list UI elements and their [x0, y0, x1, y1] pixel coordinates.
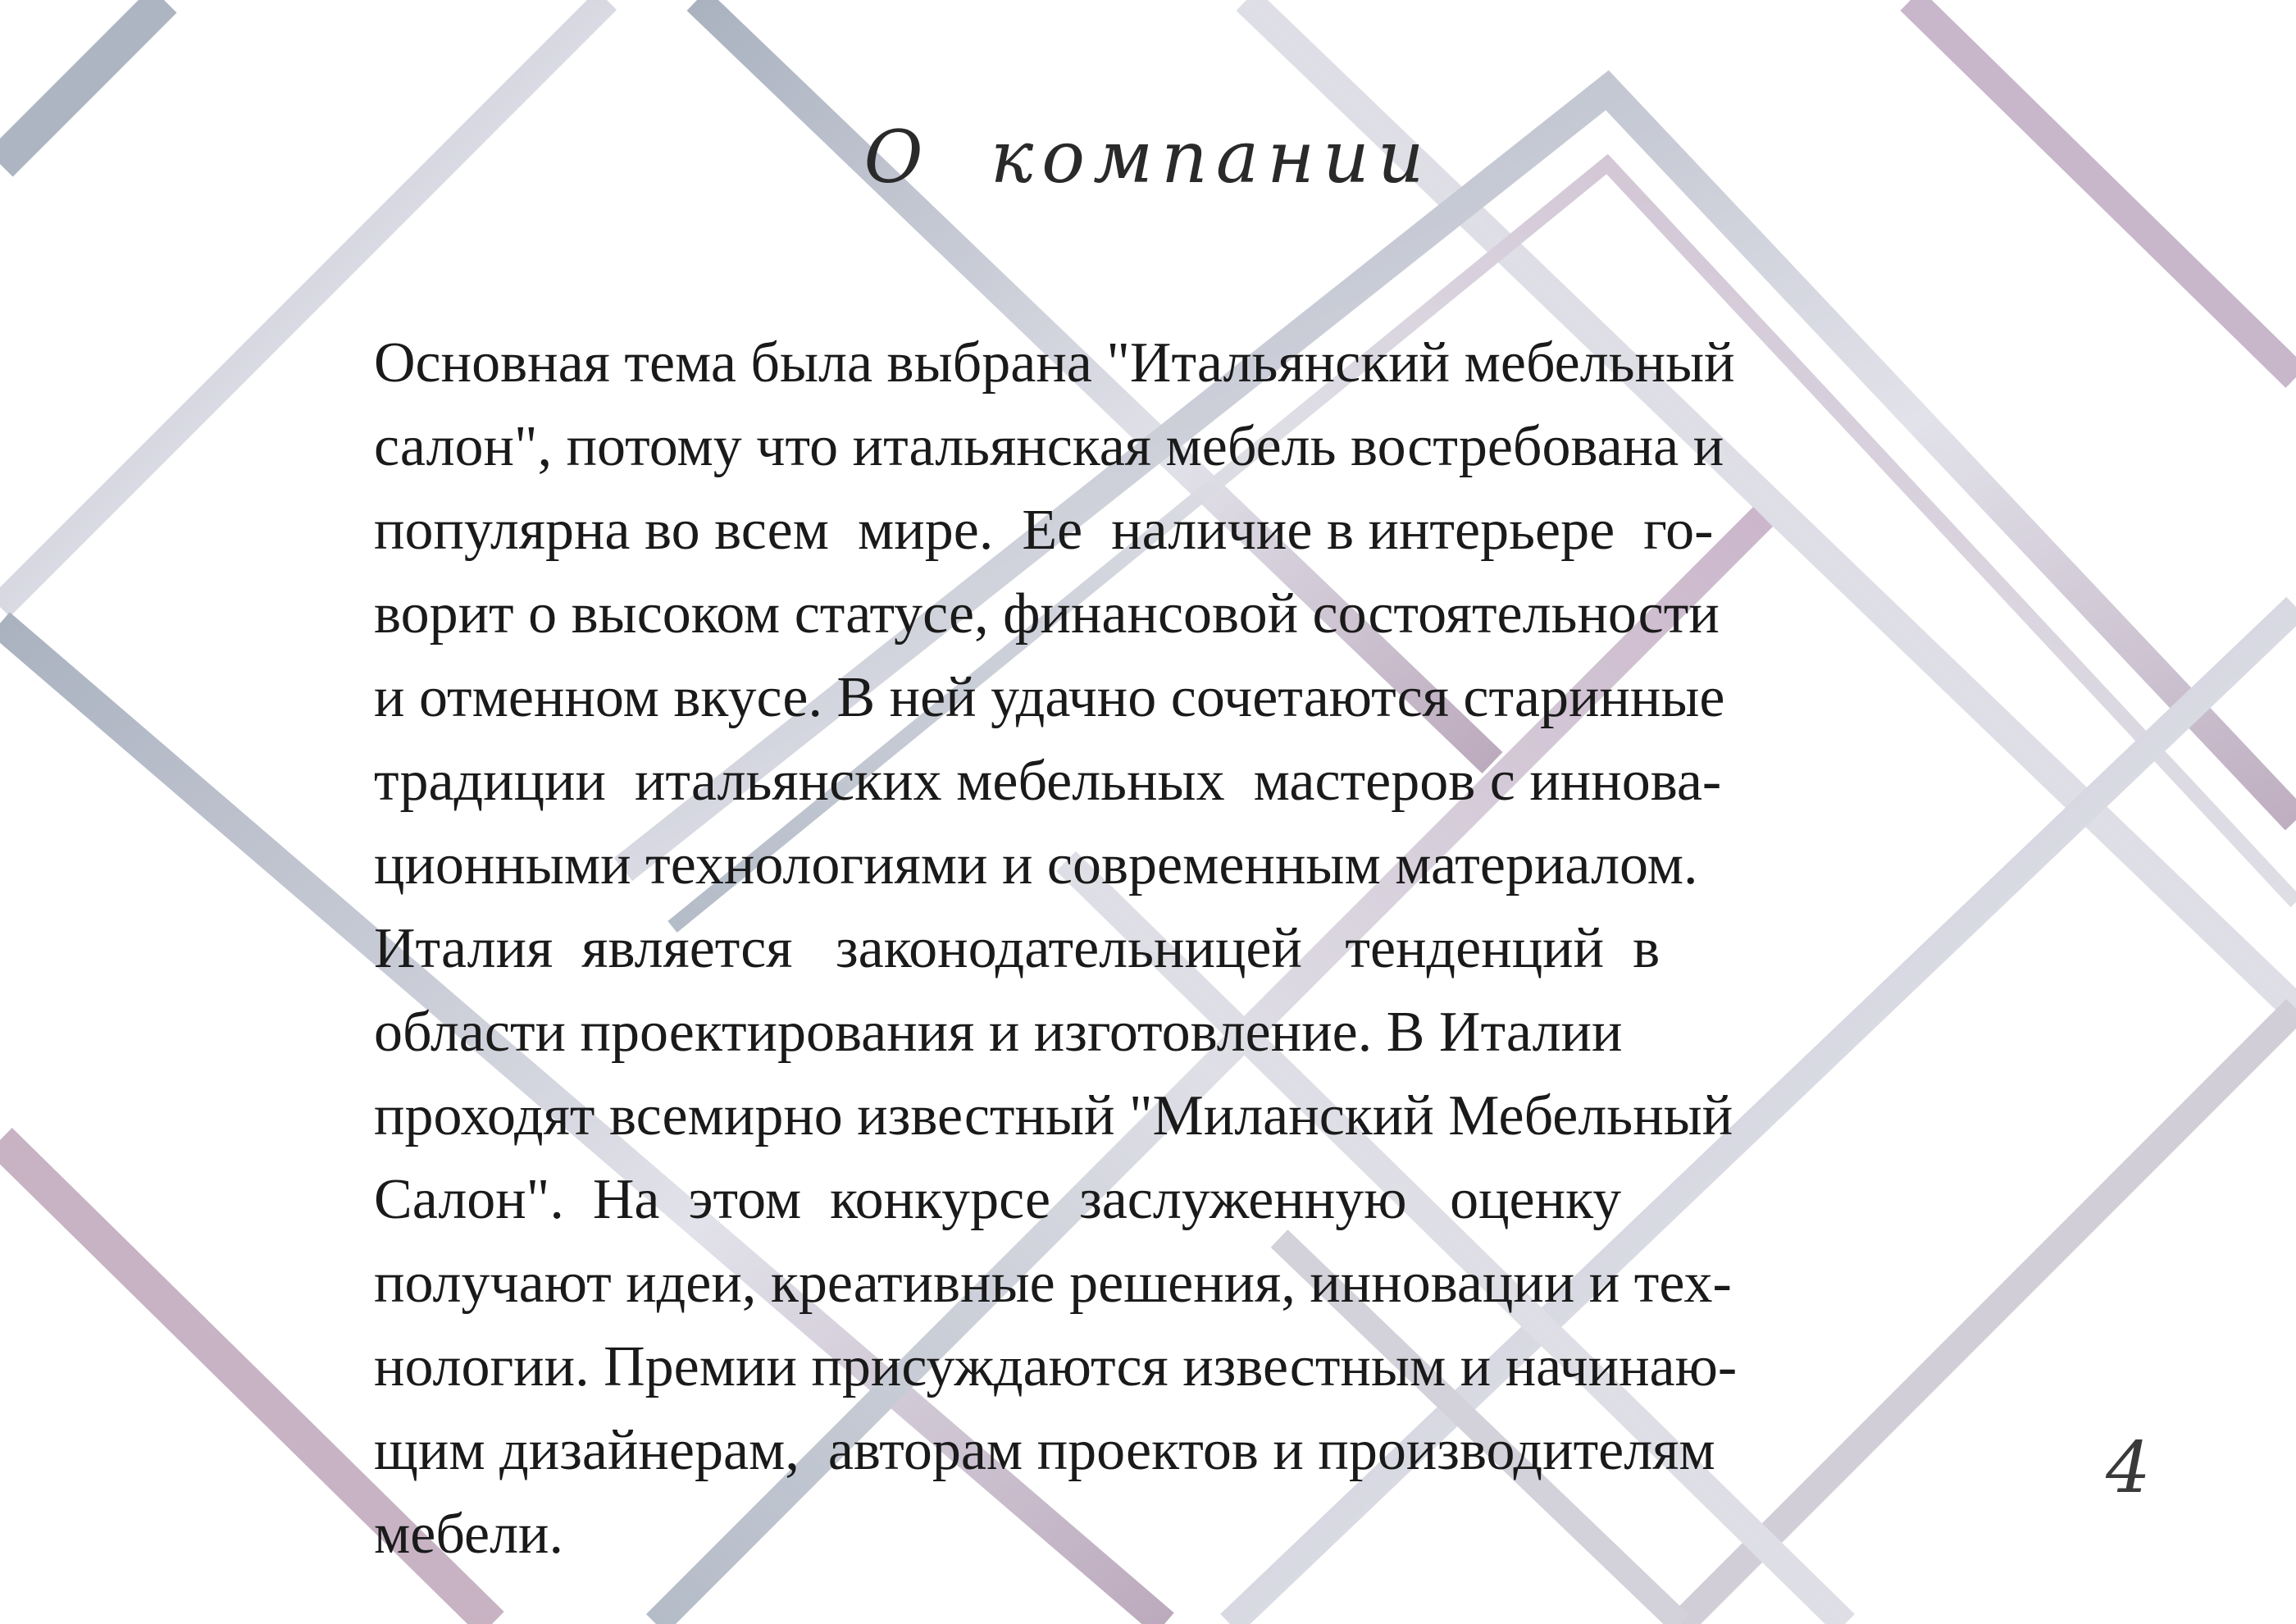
paragraph-line: нологии. Премии присуждаются известным и начинаю-: [374, 1335, 1738, 1398]
paragraph-line: проходят всемирно известный "Миланский Мебельный: [374, 1084, 1733, 1147]
paragraph-line: ционными технологиями и современным материалом.: [374, 833, 1698, 896]
paragraph-line: области проектирования и изготовление. В Италии: [374, 1001, 1623, 1064]
paragraph-line: ворит о высоком статусе, финансовой состоятельности: [374, 582, 1720, 645]
paragraph-line: Италия является законодательницей тенденций в: [374, 917, 1660, 980]
paragraph-line: популярна во всем мире. Ее наличие в интерьере го-: [374, 499, 1714, 562]
paragraph-line: традиции итальянских мебельных мастеров с иннова-: [374, 750, 1722, 813]
paragraph-line: получают идеи, креативные решения, инновации и тех-: [374, 1252, 1732, 1315]
paragraph-line: салон", потому что итальянская мебель востребована и: [374, 415, 1724, 478]
page-title: О компании: [863, 115, 1433, 199]
body-paragraph: [374, 238, 1965, 1576]
paragraph-line: Салон". На этом конкурсе заслуженную оценку: [374, 1168, 1622, 1231]
paragraph-line: щим дизайнерам, авторам проектов и производителям: [374, 1419, 1715, 1482]
page-number: 4: [2106, 1427, 2151, 1509]
paragraph-line: Основная тема была выбрана "Итальянский мебельный: [374, 331, 1735, 395]
paragraph-line: мебели.: [374, 1503, 564, 1566]
paragraph-line: и отменном вкусе. В ней удачно сочетаются старинные: [374, 666, 1725, 729]
